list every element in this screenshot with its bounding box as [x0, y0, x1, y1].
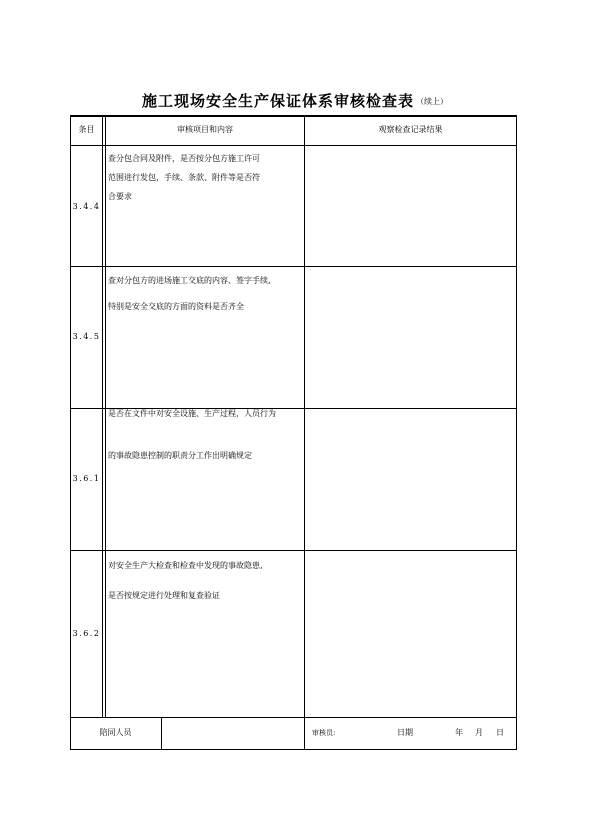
row-3-content-line-2: 的事故隐患控制的职责分工作出明确规定	[108, 451, 252, 460]
result-column-divider	[304, 115, 305, 750]
header-content: 审核项目和内容	[177, 125, 233, 134]
title-text: 施工现场安全生产保证体系审核检查表	[141, 92, 414, 110]
header-divider	[70, 145, 517, 146]
year-label: 年	[455, 728, 463, 737]
month-label: 月	[475, 728, 483, 737]
table-border-right	[516, 115, 517, 750]
audit-checklist-table	[70, 115, 517, 750]
footer-accompany-divider	[161, 717, 162, 749]
auditor-label: 审核员:	[312, 729, 336, 737]
day-label: 日	[496, 728, 504, 737]
header-clause: 条目	[78, 125, 95, 134]
row-2-clause-id: 3.4.5	[72, 332, 101, 341]
row-1-clause-id: 3.4.4	[72, 202, 101, 211]
row-1-content-line-1: 查分包合同及附件，是否按分包方施工许可	[108, 154, 260, 163]
row-4-result[interactable]	[310, 560, 510, 710]
row-3-content	[108, 408, 303, 462]
row-2-content-line-2: 特别是安全交底的方面的资料是否齐全	[108, 302, 244, 311]
row-1-content-line-3: 合要求	[108, 192, 132, 201]
table-border-top	[70, 115, 517, 117]
row-3-clause-id: 3.6.1	[72, 474, 101, 483]
row-4-content-line-2: 是否按规定进行处理和复查验证	[108, 591, 220, 600]
row-2-content-line-1: 查对分包方的进场施工交底的内容、签字手续,	[108, 276, 271, 285]
row-2-result[interactable]	[310, 275, 510, 403]
row-2-content	[108, 275, 303, 313]
page-title	[0, 90, 590, 111]
footer-divider	[70, 717, 517, 718]
accompany-label: 陪同人员	[99, 728, 132, 737]
row-3-content-line-1: 是否在文件中对安全设施、生产过程，人员行为	[108, 409, 276, 418]
row-divider-1	[70, 266, 517, 267]
row-1-result[interactable]	[310, 153, 510, 263]
row-1-content-line-2: 范围进行发包，手续、条款、附件等是否符	[108, 173, 260, 182]
row-4-content	[108, 560, 303, 602]
title-suffix: （续上）	[416, 97, 448, 106]
date-label: 日期	[397, 728, 413, 737]
clause-column-divider-inner	[105, 115, 106, 717]
table-border-bottom	[70, 749, 517, 750]
header-result: 观察检查记录结果	[378, 125, 443, 134]
row-1-content	[108, 153, 303, 203]
row-divider-3	[70, 550, 517, 551]
row-4-content-line-1: 对安全生产大检查和检查中发现的事故隐患,	[108, 561, 263, 570]
row-4-clause-id: 3.6.2	[72, 629, 101, 638]
row-3-result[interactable]	[310, 415, 510, 543]
